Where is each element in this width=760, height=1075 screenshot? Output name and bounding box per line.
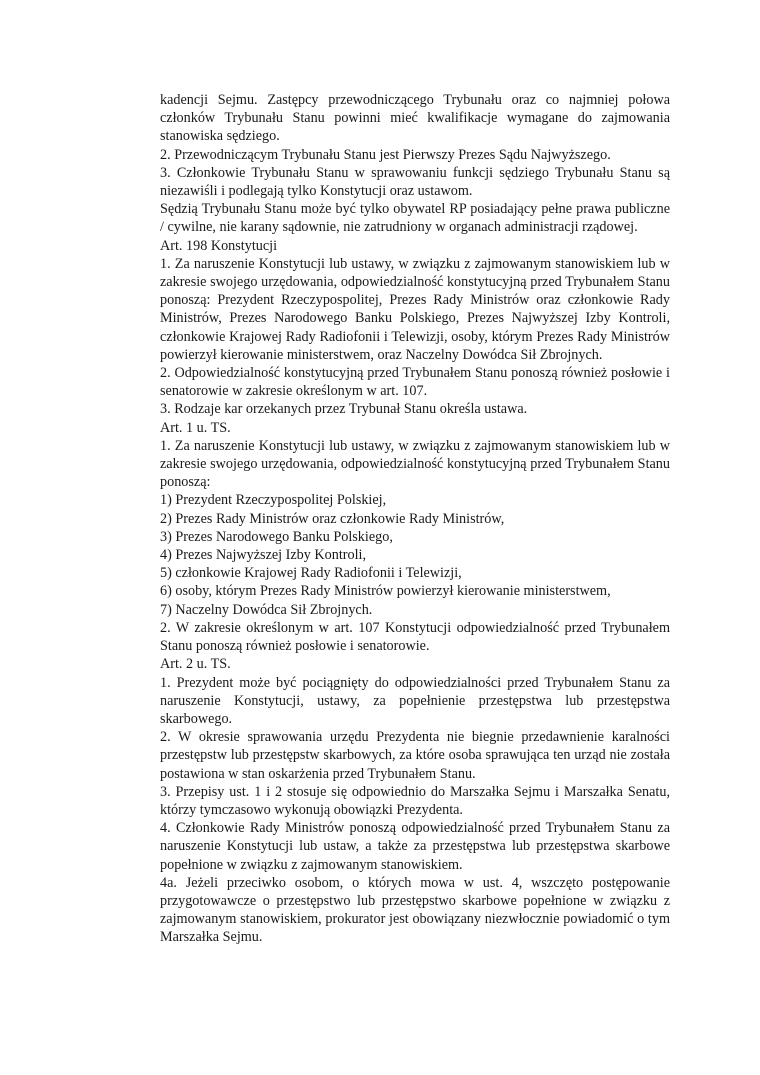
- paragraph-art-198-ust-3: 3. Rodzaje kar orzekanych przez Trybunał Stanu określa ustawa.: [160, 401, 528, 418]
- list-item-6: 6) osoby, którym Prezes Rady Ministrów powierzył kierowanie ministerstwem,: [160, 583, 611, 600]
- paragraph-art-2-ust-4: 4. Członkowie Rady Ministrów ponoszą odpowiedzialność przed Trybunałem Stanu za naruszenie Konstytucji lub ustaw, a także za przestępstwa lub przestępstwa skarbowe popełnione w związku z zajmowanym stanowiskiem.: [160, 820, 670, 873]
- heading-art-198: Art. 198 Konstytucji: [160, 237, 278, 254]
- paragraph-art-1-ust-1: 1. Za naruszenie Konstytucji lub ustawy, w związku z zajmowanym stanowiskiem lub w zakresie swojego urzędowania, odpowiedzialność konstytucyjną przed Trybunałem Stanu ponoszą:: [160, 437, 670, 491]
- paragraph-judge-requirements: Sędzią Trybunału Stanu może być tylko obywatel RP posiadający pełne prawa publiczne / cywilne, nie karany sądownie, nie zatrudniony w organach administracji rządowej.: [160, 201, 670, 236]
- list-item-5: 5) członkowie Krajowej Rady Radiofonii i Telewizji,: [160, 565, 462, 582]
- paragraph-art-2-ust-2: 2. W okresie sprawowania urzędu Prezydenta nie biegnie przedawnienie karalności przestępstw lub przestępstw skarbowych, za które osoba sprawująca ten urząd nie została postawiona w stan oskarżenia przed Trybunałem Stanu.: [160, 729, 670, 782]
- paragraph-art-1-ust-2: 2. W zakresie określonym w art. 107 Konstytucji odpowiedzialność przed Trybunałem Stanu ponoszą również posłowie i senatorowie.: [160, 619, 670, 655]
- heading-art-2-uts: Art. 2 u. TS.: [160, 656, 231, 673]
- list-item-7: 7) Naczelny Dowódca Sił Zbrojnych.: [160, 601, 373, 618]
- paragraph-art-198-ust-2: 2. Odpowiedzialność konstytucyjną przed Trybunałem Stanu ponoszą również posłowie i senatorowie w zakresie określonym w art. 107.: [160, 365, 670, 400]
- list-item-3: 3) Prezes Narodowego Banku Polskiego,: [160, 528, 393, 545]
- paragraph-continuation: kadencji Sejmu. Zastępcy przewodniczącego Trybunału oraz co najmniej połowa członków Trybunału Stanu powinni mieć kwalifikacje wymagane do zajmowania stanowiska sędziego.: [160, 92, 670, 145]
- document-page: [160, 91, 670, 947]
- paragraph-ust-3: 3. Członkowie Trybunału Stanu w sprawowaniu funkcji sędziego Trybunału Stanu są niezawiśli i podlegają tylko Konstytucji oraz ustawom.: [160, 164, 670, 200]
- list-item-4: 4) Prezes Najwyższej Izby Kontroli,: [160, 547, 367, 564]
- paragraph-art-2-ust-4a: 4a. Jeżeli przeciwko osobom, o których mowa w ust. 4, wszczęto postępowanie przygotowawcze o przestępstwo lub przestępstwo skarbowe popełnione w związku z zajmowanym stanowiskiem, prokurator jest obowiązany niezwłocznie powiadomić o tym Marszałka Sejmu.: [160, 874, 670, 946]
- list-item-1: 1) Prezydent Rzeczypospolitej Polskiej,: [160, 492, 387, 509]
- heading-art-1-uts: Art. 1 u. TS.: [160, 419, 231, 436]
- list-item-2: 2) Prezes Rady Ministrów oraz członkowie Rady Ministrów,: [160, 510, 505, 527]
- paragraph-art-198-ust-1: 1. Za naruszenie Konstytucji lub ustawy, w związku z zajmowanym stanowiskiem lub w zakresie swojego urzędowania, odpowiedzialność konstytucyjną przed Trybunałem Stanu ponoszą: Prezydent Rzeczypospolitej, Prezes Rady Ministrów oraz członkowie Rady Ministrów, Prezes Narodowego Banku Polskiego, Prezes Najwyższej Izby Kontroli, członkowie Krajowej Rady Radiofonii i Telewizji, osoby, którym Prezes Rady Ministrów powierzył kierowanie ministerstwem, oraz Naczelny Dowódca Sił Zbrojnych.: [160, 255, 670, 363]
- paragraph-ust-2: 2. Przewodniczącym Trybunału Stanu jest Pierwszy Prezes Sądu Najwyższego.: [160, 146, 611, 163]
- paragraph-art-2-ust-3: 3. Przepisy ust. 1 i 2 stosuje się odpowiednio do Marszałka Sejmu i Marszałka Senatu, którzy tymczasowo wykonują obowiązki Prezydenta.: [160, 783, 670, 818]
- paragraph-art-2-ust-1: 1. Prezydent może być pociągnięty do odpowiedzialności przed Trybunałem Stanu za naruszenie Konstytucji, ustawy, za popełnienie przestępstwa lub przestępstwa skarbowego.: [160, 674, 670, 727]
